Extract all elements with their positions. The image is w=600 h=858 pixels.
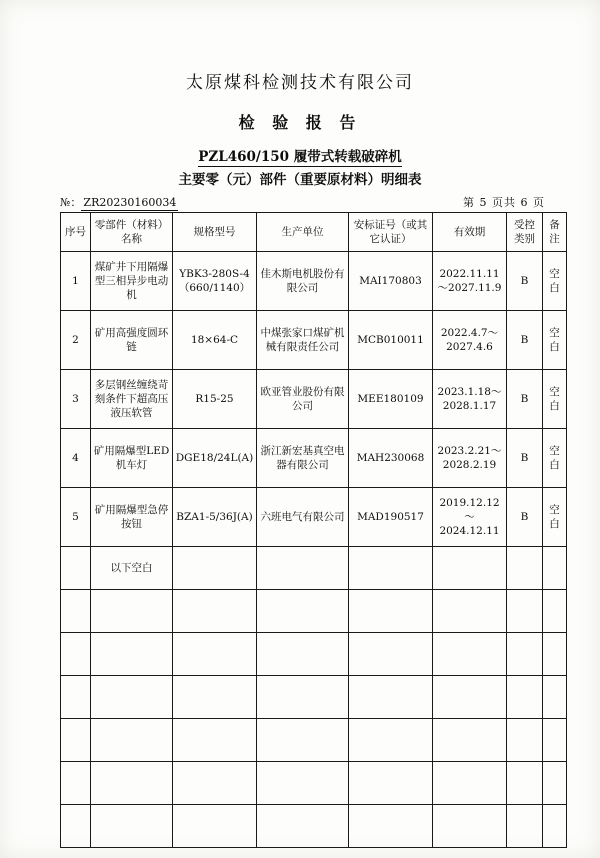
report-number xyxy=(60,194,178,210)
cell-empty xyxy=(433,590,507,633)
empty-row xyxy=(61,762,567,805)
cell-empty xyxy=(173,719,257,762)
cell-empty xyxy=(173,633,257,676)
table-row xyxy=(61,370,567,429)
cell-empty xyxy=(433,719,507,762)
company-name: 太原煤科检测技术有限公司 xyxy=(186,73,414,93)
cell-valid: 2022.11.11～2027.11.9 xyxy=(433,252,507,311)
cell-valid: 2022.4.7～2027.4.6 xyxy=(433,311,507,370)
table-row xyxy=(61,252,567,311)
subject-title-text: PZL460/150 履带式转载破碎机 xyxy=(198,149,402,165)
cell-empty xyxy=(257,762,349,805)
cell-empty xyxy=(507,590,543,633)
cell-empty xyxy=(349,719,433,762)
cell-empty xyxy=(349,590,433,633)
cell-spec: BZA1-5/36J(A) xyxy=(173,488,257,547)
cell-empty xyxy=(349,805,433,848)
cell-empty xyxy=(61,805,91,848)
cell-empty xyxy=(257,805,349,848)
cell-empty xyxy=(507,719,543,762)
header-type: 受控类别 xyxy=(507,213,543,252)
table-caption: 主要零（元）部件（重要原材料）明细表 xyxy=(178,172,422,188)
cell-type-empty xyxy=(507,547,543,590)
cell-cert: MAH230068 xyxy=(349,429,433,488)
meta-row xyxy=(60,194,545,210)
cell-valid-empty xyxy=(433,547,507,590)
header-note: 备注 xyxy=(543,213,567,252)
cell-cert-empty xyxy=(349,547,433,590)
cell-cert: MCB010011 xyxy=(349,311,433,370)
cell-spec: DGE18/24L(A) xyxy=(173,429,257,488)
header-name: 零部件（材料）名称 xyxy=(91,213,173,252)
cell-name: 矿用隔爆型LED机车灯 xyxy=(91,429,173,488)
cell-valid: 2023.1.18～2028.1.17 xyxy=(433,370,507,429)
empty-row xyxy=(61,590,567,633)
cell-empty xyxy=(91,633,173,676)
cell-empty xyxy=(507,762,543,805)
header-maker: 生产单位 xyxy=(257,213,349,252)
cell-name: 煤矿井下用隔爆型三相异步电动机 xyxy=(91,252,173,311)
cell-index: 5 xyxy=(61,488,91,547)
cell-note: 空白 xyxy=(543,370,567,429)
cell-empty xyxy=(61,633,91,676)
cell-empty xyxy=(173,676,257,719)
cell-valid: 2019.12.12～2024.12.11 xyxy=(433,488,507,547)
cell-empty xyxy=(543,590,567,633)
cell-empty xyxy=(91,719,173,762)
cell-note-empty xyxy=(543,547,567,590)
cell-maker: 六班电气有限公司 xyxy=(257,488,349,547)
cell-empty xyxy=(173,762,257,805)
header-spec: 规格型号 xyxy=(173,213,257,252)
subject-title xyxy=(0,145,600,165)
table-header-row xyxy=(61,213,567,252)
header-valid: 有效期 xyxy=(433,213,507,252)
cell-empty xyxy=(91,590,173,633)
cell-maker-empty xyxy=(257,547,349,590)
cell-empty xyxy=(91,762,173,805)
following-blank-label: 以下空白 xyxy=(91,547,173,590)
cell-valid: 2023.2.21～2028.2.19 xyxy=(433,429,507,488)
cell-name: 矿用隔爆型急停按钮 xyxy=(91,488,173,547)
cell-empty xyxy=(543,633,567,676)
empty-row xyxy=(61,676,567,719)
cell-maker: 浙江新宏基真空电器有限公司 xyxy=(257,429,349,488)
cell-empty xyxy=(433,805,507,848)
following-blank-row xyxy=(61,547,567,590)
cell-empty xyxy=(543,719,567,762)
cell-empty xyxy=(543,762,567,805)
cell-empty xyxy=(257,676,349,719)
cell-spec: R15-25 xyxy=(173,370,257,429)
cell-empty xyxy=(349,633,433,676)
cell-index: 2 xyxy=(61,311,91,370)
cell-index: 4 xyxy=(61,429,91,488)
cell-empty xyxy=(173,590,257,633)
cell-maker: 欧亚管业股份有限公司 xyxy=(257,370,349,429)
cell-empty xyxy=(543,676,567,719)
cell-empty xyxy=(91,805,173,848)
page-number: 第 5 页共 6 页 xyxy=(463,196,545,209)
report-title: 检 验 报 告 xyxy=(238,113,362,132)
cell-name: 矿用高强度圆环链 xyxy=(91,311,173,370)
cell-type: B xyxy=(507,311,543,370)
cell-index-empty xyxy=(61,547,91,590)
report-number-label: №： xyxy=(60,196,82,209)
cell-empty xyxy=(257,719,349,762)
cell-note: 空白 xyxy=(543,252,567,311)
cell-cert: MEE180109 xyxy=(349,370,433,429)
cell-empty xyxy=(61,762,91,805)
table-row xyxy=(61,488,567,547)
table-row xyxy=(61,429,567,488)
cell-empty xyxy=(173,805,257,848)
cell-note: 空白 xyxy=(543,488,567,547)
cell-maker: 佳木斯电机股份有限公司 xyxy=(257,252,349,311)
cell-empty xyxy=(349,676,433,719)
cell-empty xyxy=(61,590,91,633)
cell-index: 1 xyxy=(61,252,91,311)
cell-type: B xyxy=(507,370,543,429)
cell-spec: 18×64-C xyxy=(173,311,257,370)
components-table xyxy=(60,212,567,848)
header-index: 序号 xyxy=(61,213,91,252)
cell-note: 空白 xyxy=(543,311,567,370)
cell-empty xyxy=(91,676,173,719)
empty-row xyxy=(61,633,567,676)
cell-empty xyxy=(61,719,91,762)
cell-maker: 中煤张家口煤矿机械有限责任公司 xyxy=(257,311,349,370)
cell-empty xyxy=(433,676,507,719)
empty-row xyxy=(61,719,567,762)
cell-type: B xyxy=(507,488,543,547)
cell-type: B xyxy=(507,429,543,488)
cell-spec-empty xyxy=(173,547,257,590)
cell-empty xyxy=(433,633,507,676)
header-cert: 安标证号（或其它认证） xyxy=(349,213,433,252)
cell-empty xyxy=(433,762,507,805)
cell-empty xyxy=(349,762,433,805)
cell-empty xyxy=(507,676,543,719)
cell-empty xyxy=(507,633,543,676)
cell-cert: MAD190517 xyxy=(349,488,433,547)
cell-empty xyxy=(507,805,543,848)
cell-name: 多层钢丝缠绕苛刻条件下超高压液压软管 xyxy=(91,370,173,429)
cell-note: 空白 xyxy=(543,429,567,488)
cell-empty xyxy=(543,805,567,848)
cell-cert: MAI170803 xyxy=(349,252,433,311)
empty-row xyxy=(61,805,567,848)
table-row xyxy=(61,311,567,370)
cell-spec: YBK3-280S-4（660/1140） xyxy=(173,252,257,311)
cell-empty xyxy=(61,676,91,719)
cell-empty xyxy=(257,590,349,633)
cell-type: B xyxy=(507,252,543,311)
report-number-value: ZR20230160034 xyxy=(83,196,177,209)
cell-empty xyxy=(257,633,349,676)
cell-index: 3 xyxy=(61,370,91,429)
